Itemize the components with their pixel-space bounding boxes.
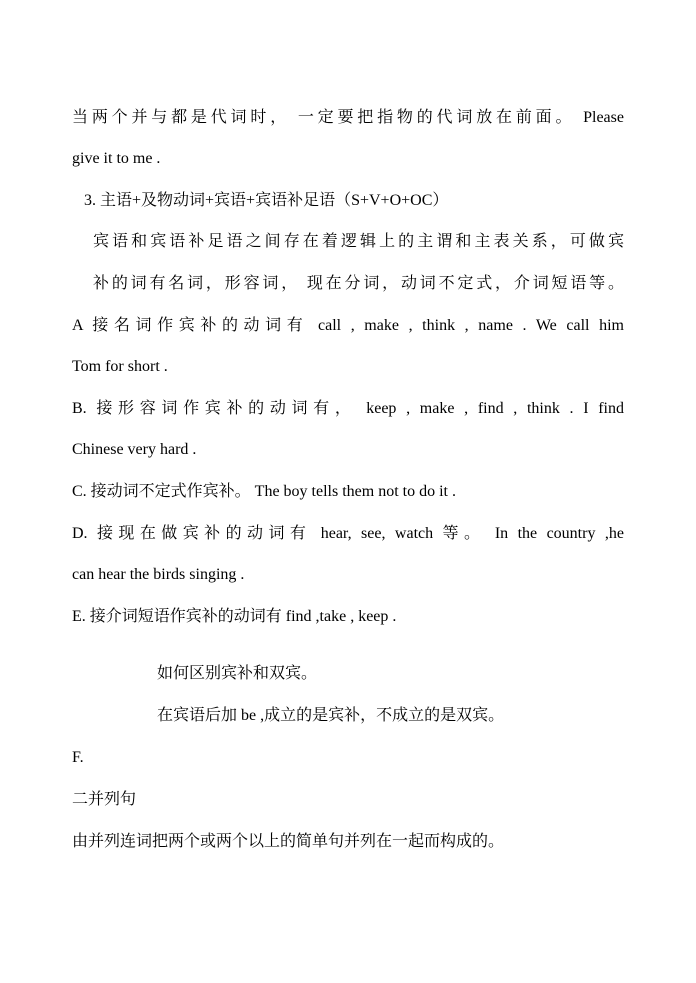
text-line: F. [72, 749, 84, 766]
text-line: 当两个并与都是代词时， 一定要把指物的代词放在前面。 Please [72, 109, 624, 126]
text-line: Chinese very hard . [72, 441, 197, 458]
text-line: B. 接形容词作宾补的动词有， keep , make , find , think . I find [72, 400, 624, 417]
text-line: 由并列连词把两个或两个以上的简单句并列在一起而构成的。 [72, 833, 505, 850]
text-line: 补的词有名词，形容词， 现在分词，动词不定式，介词短语等。 [93, 275, 624, 292]
section-heading: 3. 主语+及物动词+宾语+宾语补足语（S+V+O+OC） [84, 192, 449, 209]
text-line: give it to me . [72, 150, 161, 167]
text-line: C. 接动词不定式作宾补。 The boy tells them not to do it . [72, 483, 456, 500]
text-line: A 接名词作宾补的动词有 call , make , think , name . We call him [72, 317, 624, 334]
text-line: Tom for short . [72, 358, 168, 375]
text-line: D. 接现在做宾补的动词有 hear, see, watch 等。 In the country ,he [72, 525, 624, 542]
text-line: E. 接介词短语作宾补的动词有 find ,take , keep . [72, 608, 397, 625]
section-heading: 二并列句 [72, 791, 137, 808]
text-line: can hear the birds singing . [72, 566, 245, 583]
indented-note: 如何区别宾补和双宾。 [157, 665, 318, 682]
text-line: 宾语和宾语补足语之间存在着逻辑上的主谓和主表关系，可做宾 [93, 233, 624, 250]
indented-note: 在宾语后加 be ,成立的是宾补，不成立的是双宾。 [157, 707, 505, 724]
